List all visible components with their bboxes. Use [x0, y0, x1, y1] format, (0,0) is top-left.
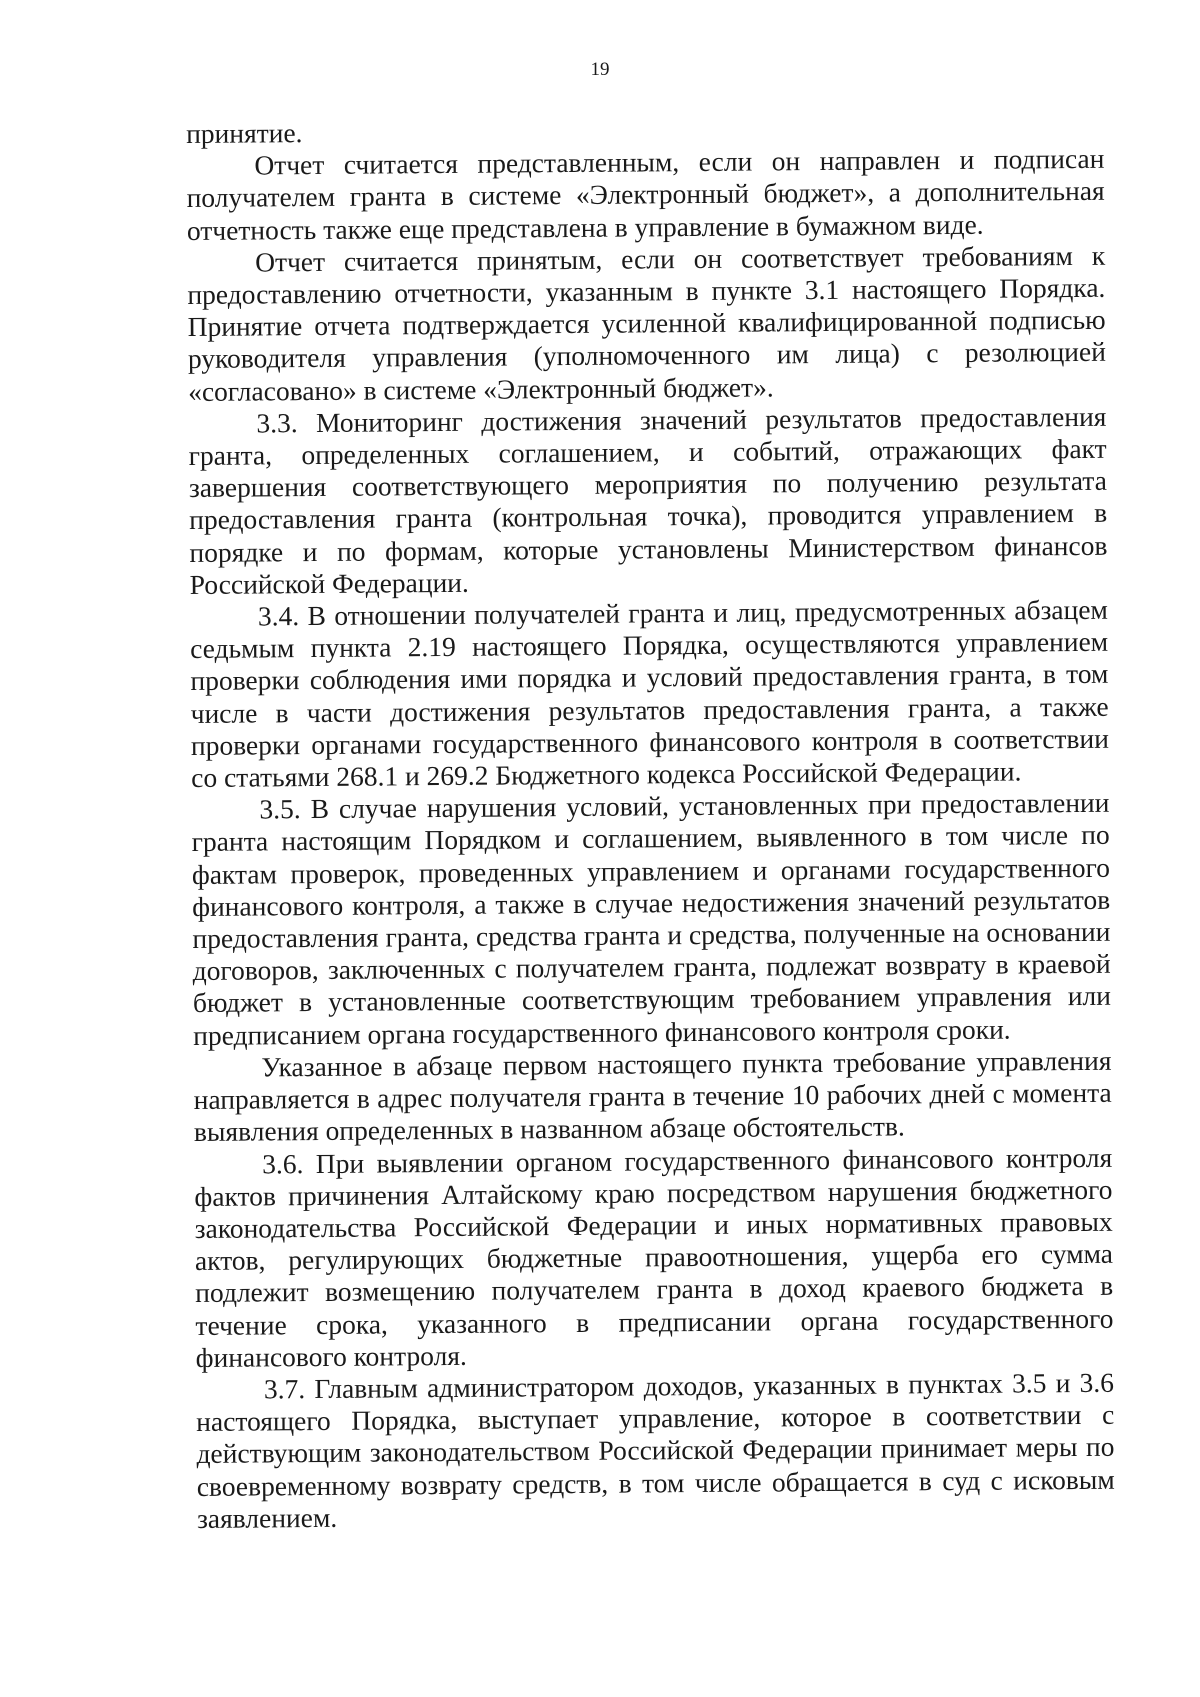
paragraph-continuation: принятие. [186, 117, 303, 149]
paragraph-report-submitted: Отчет считается представленным, если он направлен и подписан получателем гранта в системе «Электронный бюджет», а дополнительная отчетность также еще представлена в управление в бумажном виде. [186, 142, 1105, 246]
paragraph-3-5-requirement: Указанное в абзаце первом настоящего пункта требование управления направляется в адрес получателя гранта в течение 10 рабочих дней с момента выявления определенных в названном абзаце обстоятельств. [193, 1044, 1112, 1148]
document-body [186, 111, 1115, 1535]
page-number: 19 [590, 59, 610, 80]
paragraph-3-7: 3.7. Главным администратором доходов, указанных в пунктах 3.5 и 3.6 настоящего Порядка, выступает управление, которое в соответствии с действующим законодательством Российской Федерации принимает меры по своевременному возврату средств, в том числе обращается в суд с исковым заявлением. [196, 1366, 1115, 1534]
paragraph-3-4: 3.4. В отношении получателей гранта и лиц, предусмотренных абзацем седьмым пункта 2.19 настоящего Порядка, осуществляются управлением проверки соблюдения ими порядка и условий предоставления гранта, в том числе в части достижения результатов предоставления гранта, а также проверки органами государственного финансового контроля в соответствии со статьями 268.1 и 269.2 Бюджетного кодекса Российской Федерации. [190, 593, 1110, 794]
paragraph-report-accepted: Отчет считается принятым, если он соответствует требованиям к предоставлению отчетности, указанным в пункте 3.1 настоящего Порядка. Принятие отчета подтверждается усиленной квалифицированной подписью руководителя управления (уполномоченного им лица) с резолюцией «согласовано» в системе «Электронный бюджет». [187, 239, 1106, 407]
paragraph-3-5: 3.5. В случае нарушения условий, установленных при предоставлении гранта настоящим Порядком и соглашением, выявленного в том числе по фактам проверок, проведенных управлением и органами государственного финансового контроля, а также в случае недостижения значений результатов предоставления гранта, средства гранта и средства, полученные на основании договоров, заключенных с получателем гранта, подлежат возврату в краевой бюджет в установленные соответствующим требованием управления или предписанием органа государственного финансового контроля сроки. [191, 787, 1112, 1051]
paragraph-3-3: 3.3. Мониторинг достижения значений результатов предоставления гранта, определенных соглашением, и событий, отражающих факт завершения соответствующего мероприятия по получению результата предоставления гранта (контрольная точка), проводится управлением в порядке и по формам, которые установлены Министерством финансов Российской Федерации. [188, 400, 1108, 600]
paragraph-3-6: 3.6. При выявлении органом государственного финансового контроля фактов причинения Алтайскому краю посредством нарушения бюджетного законодательства Российской Федерации и иных нормативных правовых актов, регулирующих бюджетные правоотношения, ущерба его сумма подлежит возмещению получателем гранта в доход краевого бюджета в течение срока, указанного в предписании органа государственного финансового контроля. [194, 1141, 1114, 1373]
